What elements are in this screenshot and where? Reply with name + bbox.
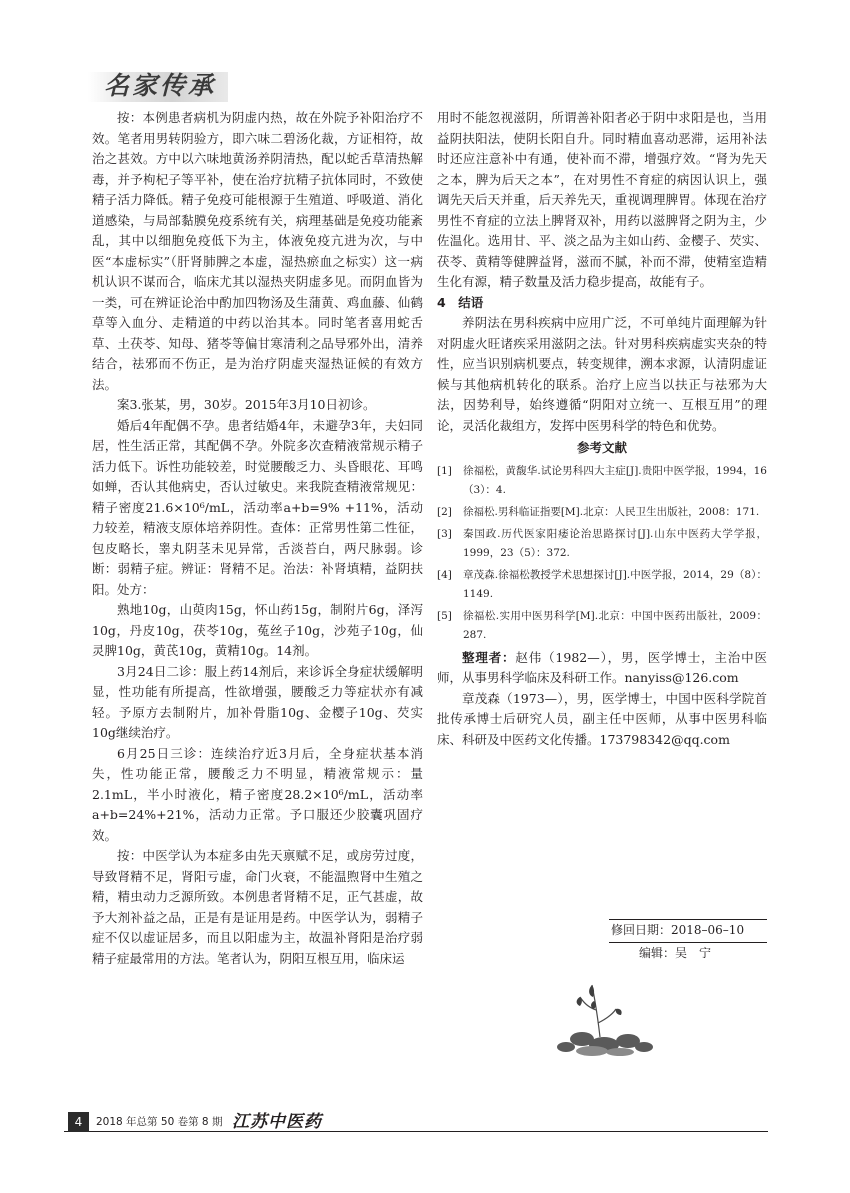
- reference-item: [437, 566, 767, 604]
- paragraph-second-visit: 3月24日二诊：服上药14剂后，来诊诉全身症状缓解明显，性功能有所提高，性欲增强，腰酸乏力等症状亦有减轻。予原方去制附片，加补骨脂10g、金樱子10g、芡实10g继续治疗。: [92, 663, 423, 740]
- reference-item: [437, 525, 767, 563]
- reference-number: [3]: [437, 527, 452, 540]
- author-bio-second: [437, 689, 767, 751]
- right-column: [437, 108, 767, 750]
- journal-logo: 江苏中医药: [232, 1112, 322, 1132]
- reference-number: [5]: [437, 609, 452, 622]
- reference-text: 徐福松.实用中医男科学[M].北京：中国中医药出版社，2009：287.: [463, 609, 767, 641]
- reference-text: 徐福松，黄馥华.试论男科四大主症[J].贵阳中医学报，1994，16（3）：4.: [463, 464, 767, 496]
- paragraph-continued: 用时不能忽视滋阴，所谓善补阳者必于阴中求阳是也，当用益阴扶阳法，使阴长阳自升。同时精血喜动恶滞，运用补法时还应注意补中有通，使补而不滞，增强疗效。“肾为先天之本，脾为后天之本”，在对男性不育症的病因认识上，强调先天后天并重，后天养先天，重视调理脾胃。体现在治疗男性不育症的立法上脾肾双补，用药以滋脾肾之阴为主，少佐温化。选用甘、平、淡之品为主如山药、金樱子、芡实、茯苓、黄精等健脾益肾，滋而不腻，补而不滞，使精室造精生化有源，精子数量及活力稳步提高，故能有子。: [437, 110, 767, 289]
- revision-date: 修回日期：2018–06–10: [611, 923, 745, 937]
- section-heading-conclusion: 4 结语: [437, 294, 484, 310]
- bio-text: 章茂森（1973—），男，医学博士，中国中医科学院首批传承博士后研究人员，副主任中医师，从事中医男科临床、科研及中医药文化传播。173798342@qq.com: [437, 690, 767, 747]
- reference-text: 徐福松.男科临证指要[M].北京：人民卫生出版社，2008：171.: [463, 505, 760, 518]
- prescription: 熟地10g，山萸肉15g，怀山药15g，制附片6g，泽泻10g，丹皮10g，茯苓10g，菟丝子10g，沙苑子10g，仙灵脾10g，黄芪10g，黄精10g。14剂。: [92, 602, 423, 658]
- bio-label: 整理者：: [462, 649, 516, 665]
- issue-info: 2018 年总第 50 卷第 8 期: [96, 1116, 223, 1128]
- paragraph-case3-history: 婚后4年配偶不孕。患者结婚4年，未避孕3年，夫妇同居，性生活正常，其配偶不孕。外院多次查精液常规示精子活力低下。诉性功能较差，时觉腰酸乏力、头昏眼花、耳鸣如蝉，否认其他病史，否认过敏史。来我院查精液常规见：精子密度21.6×10⁶/mL，活动率a+b=9% +11%，活动力较差，精液支原体培养阴性。查体：正常男性第二性征，包皮略长，睾丸阴茎未见异常，舌淡苔白，两尺脉弱。诊断：弱精子症。辨证：肾精不足。治法：补肾填精，益阴扶阳。处方：: [92, 417, 423, 597]
- paragraph-case3-title: 案3.张某，男，30岁。2015年3月10日初诊。: [117, 397, 376, 412]
- paragraph-third-visit: 6月25日三诊：连续治疗近3月后，全身症状基本消失，性功能正常，腰酸乏力不明显，精液常规示：量2.1mL，半小时液化，精子密度28.2×10⁶/mL，活动率a+b=24%+21%，活动力正常。予口服还少胶囊巩固疗效。: [92, 745, 423, 843]
- revision-block: [609, 917, 767, 963]
- paragraph-commentary-case2: 按：本例患者病机为阴虚内热，故在外院予补阳治疗不效。笔者用男转阴验方，即六味二碧汤化裁，方证相符，故治之甚效。方中以六味地黄汤养阴清热，配以蛇舌草清热解毒，并予枸杞子等平补，使在治疗抗精子抗体同时，不致使精子活力降低。精子免疫可能根源于生殖道、呼吸道、消化道感染，与局部黏膜免疫系统有关，病理基础是免疫功能紊乱，其中以细胞免疫低下为主，体液免疫亢进为次，与中医“本虚标实”（肝肾肺脾之本虚，湿热瘀血之标实）这一病机认识不谋而合，临床尤其以湿热夹阴虚多见。而阴血皆为一类，可在辨证论治中酌加四物汤及生蒲黄、鸡血藤、仙鹤草等入血分、走精道的中药以治其本。同时笔者喜用蛇舌草、土茯苓、知母、猪苓等偏甘寒清利之品导邪外出，清养结合，祛邪而不伤正，是为治疗阴虚夹湿热证候的有效方法。: [92, 110, 423, 392]
- editor: 编辑：吴 宁: [639, 946, 712, 960]
- page-number: 4: [68, 1112, 89, 1132]
- author-bio-compiler: [437, 648, 767, 689]
- bio-text: 赵伟（1982—），男，医学博士，主治中医师，从事男科学临床及科研工作。nanyiss@126.com: [437, 649, 767, 685]
- reference-item: [437, 462, 767, 500]
- reference-text: 章茂森.徐福松教授学术思想探讨[J].中医学报，2014，29（8）：1149.: [463, 568, 767, 600]
- reference-number: [2]: [437, 505, 452, 518]
- paragraph-commentary-case3: 按：中医学认为本症多由先天禀赋不足，或房劳过度，导致肾精不足，肾阳亏虚，命门火衰，不能温煦肾中生殖之精，精虫动力乏源所致。本例患者肾精不足，正气甚虚，故予大剂补益之品，正是有是证用是药。中医学认为，弱精子症不仅以虚证居多，而且以阳虚为主，故温补肾阳是治疗弱精子症最常用的方法。笔者认为，阴阳互根互用，临床运: [92, 848, 423, 966]
- left-column: [92, 108, 423, 969]
- reference-number: [4]: [437, 568, 452, 581]
- references-heading: 参考文献: [576, 440, 627, 455]
- section-title: 名家传承: [104, 71, 217, 100]
- reference-item: [437, 607, 767, 645]
- paragraph-conclusion: 养阴法在男科疾病中应用广泛，不可单纯片面理解为针对阴虚火旺诸疾采用滋阴之法。针对男科疾病虚实夹杂的特性，应当识别病机要点，转变规律，溯本求源，认清阴虚证候与其他病机转化的联系。治疗上应当以扶正与祛邪为大法，因势利导，始终遵循“阴阳对立统一、互根互用”的理论，灵活化裁组方，发挥中医男科学的特色和优势。: [437, 315, 767, 433]
- footer-divider: [64, 1131, 768, 1132]
- plant-decoration: [552, 975, 662, 1057]
- reference-text: 秦国政.历代医家阳痿论治思路探讨[J].山东中医药大学学报，1999，23（5）：372.: [463, 527, 767, 559]
- reference-item: [437, 503, 767, 522]
- reference-number: [1]: [437, 464, 452, 477]
